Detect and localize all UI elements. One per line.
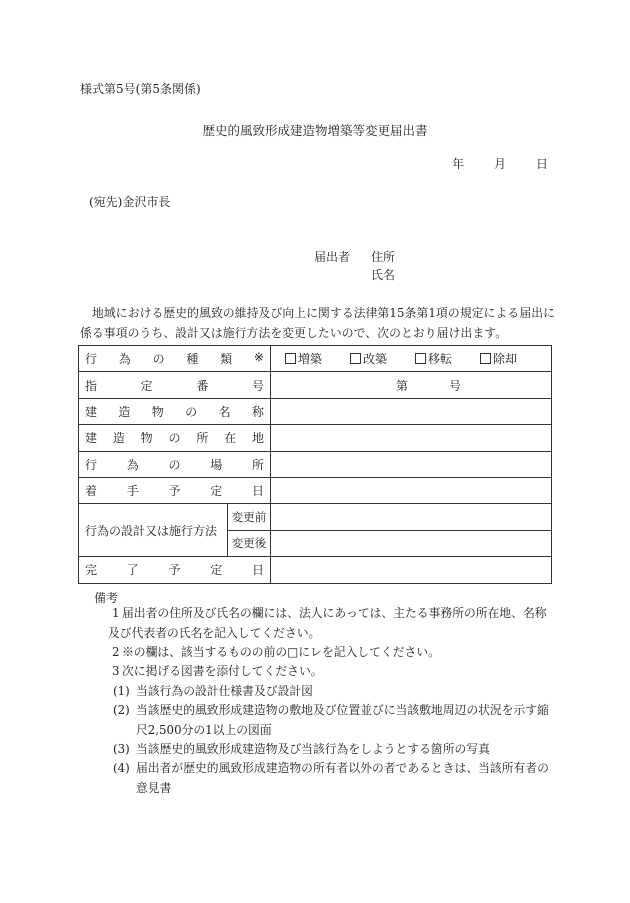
label-char: 所	[251, 457, 264, 472]
label-char: の	[152, 352, 165, 367]
label-char: 行	[85, 457, 98, 472]
sub-note-text: 当該行為の設計仕様書及び設計図	[136, 684, 313, 698]
label-char: 定	[210, 484, 223, 499]
label-char: 名	[218, 404, 231, 419]
label-char: 為	[118, 352, 131, 367]
row-completion-date	[79, 557, 552, 583]
after-change-label: 変更後	[228, 530, 271, 556]
date-year: 年	[452, 157, 465, 171]
label-char: 場	[210, 457, 223, 472]
row-design-method-before	[79, 504, 552, 530]
label-char: 類	[220, 352, 233, 367]
checkbox[interactable]	[285, 353, 296, 364]
note-text: 次に掲げる図書を添付してください。	[122, 664, 323, 678]
notifier-address-label: 住所	[371, 250, 396, 264]
label-char: 定	[140, 378, 153, 393]
label-char: 手	[126, 484, 139, 499]
sub-note-text: 当該歴史的風致形成建造物の敷地及び位置並びに当該敷地周辺の状況を示す縮尺2,500分の1以上の図面	[136, 703, 549, 737]
label-char: 所	[196, 431, 209, 446]
document-title: 歴史的風致形成建造物増築等変更届出書	[202, 123, 428, 138]
building-name-label	[79, 398, 271, 424]
label-char: の	[185, 404, 198, 419]
label-char: 地	[251, 431, 264, 446]
sub-note-number: (2)	[113, 703, 130, 717]
sub-note-text: 届出者が歴史的風致形成建造物の所有者以外の者であるときは、当該所有者の意見書	[136, 761, 549, 795]
row-building-name	[79, 398, 552, 424]
note-text: ※の欄は、該当するものの前の□にレを記入してください。	[122, 645, 440, 659]
option-removal[interactable]: 除却	[480, 350, 517, 367]
label-char: の	[168, 457, 181, 472]
building-location-field[interactable]	[271, 425, 552, 451]
checkbox[interactable]	[350, 353, 361, 364]
label-char: 指	[85, 378, 98, 393]
label-char: 日	[251, 484, 264, 499]
checkbox[interactable]	[415, 353, 426, 364]
notifier-name-label: 氏名	[371, 268, 396, 282]
row-building-location	[79, 425, 552, 451]
before-change-field[interactable]	[271, 504, 552, 530]
date-month: 月	[494, 157, 507, 171]
intro-paragraph: 地域における歴史的風致の維持及び向上に関する法律第15条第1項の規定による届出に係る事項のうち、設計又は施行方法を変更したいので、次のとおり届け出ます。	[80, 306, 556, 340]
label-char: 建	[85, 431, 98, 446]
label-char: 着	[85, 484, 98, 499]
sub-note-number: (1)	[113, 684, 130, 698]
building-name-field[interactable]	[271, 398, 552, 424]
label-char: 行	[85, 352, 98, 367]
row-designation-number	[79, 372, 552, 398]
note-number: 3	[112, 664, 120, 678]
notification-form-table	[78, 345, 552, 584]
label-char: 予	[168, 484, 181, 499]
design-method-label: 行為の設計又は施行方法	[79, 504, 228, 557]
row-start-date	[79, 477, 552, 503]
label-char: 物	[151, 404, 164, 419]
action-type-label	[79, 346, 271, 372]
option-relocation[interactable]: 移転	[415, 350, 452, 367]
label-char: 完	[85, 563, 98, 578]
action-place-field[interactable]	[271, 451, 552, 477]
label-char: 建	[85, 404, 98, 419]
label-char: 造	[118, 404, 131, 419]
completion-date-field[interactable]	[271, 557, 552, 583]
date-line	[452, 155, 548, 172]
note-number: 1	[112, 606, 120, 620]
notifier-label: 届出者	[314, 250, 351, 264]
start-date-field[interactable]	[271, 477, 552, 503]
label-char: 称	[251, 404, 264, 419]
building-location-label	[79, 425, 271, 451]
row-action-type	[79, 346, 552, 372]
note-item	[80, 604, 555, 644]
label-char: 番	[196, 378, 209, 393]
label-char: 定	[210, 563, 223, 578]
sub-note-text: 当該歴史的風致形成建造物及び当該行為をしようとする箇所の写真	[136, 742, 490, 756]
label-char: 在	[224, 431, 237, 446]
sub-note-number: (3)	[113, 742, 130, 756]
label-char: 物	[140, 431, 153, 446]
label-char: 為	[126, 457, 139, 472]
date-day: 日	[536, 157, 549, 171]
designation-number-field[interactable]	[271, 372, 552, 398]
note-number: 2	[112, 645, 120, 659]
label-char: の	[168, 431, 181, 446]
number-suffix: 号	[448, 378, 461, 393]
after-change-field[interactable]	[271, 530, 552, 556]
designation-number-label	[79, 372, 271, 398]
note-text: 届出者の住所及び氏名の欄には、法人にあっては、主たる事務所の所在地、名称及び代表者の氏名を記入してください。	[108, 606, 547, 640]
checkbox[interactable]	[480, 353, 491, 364]
action-place-label	[79, 451, 271, 477]
row-action-place	[79, 451, 552, 477]
label-char: 予	[168, 563, 181, 578]
label-char: ※	[253, 350, 264, 365]
number-prefix: 第	[396, 378, 409, 393]
label-char: 号	[251, 378, 264, 393]
label-char: 了	[126, 563, 139, 578]
option-rebuild[interactable]: 改築	[350, 350, 387, 367]
label-char: 種	[186, 352, 199, 367]
addressee: (宛先)金沢市長	[89, 195, 171, 209]
option-extension[interactable]: 増築	[285, 350, 322, 367]
action-type-options	[271, 346, 552, 372]
start-date-label	[79, 477, 271, 503]
notes-heading: 備考	[94, 591, 119, 605]
form-number: 様式第5号(第5条関係)	[80, 82, 201, 96]
label-char: 造	[112, 431, 125, 446]
completion-date-label	[79, 557, 271, 583]
before-change-label: 変更前	[228, 504, 271, 530]
label-char: 日	[251, 563, 264, 578]
sub-note-number: (4)	[113, 761, 130, 775]
